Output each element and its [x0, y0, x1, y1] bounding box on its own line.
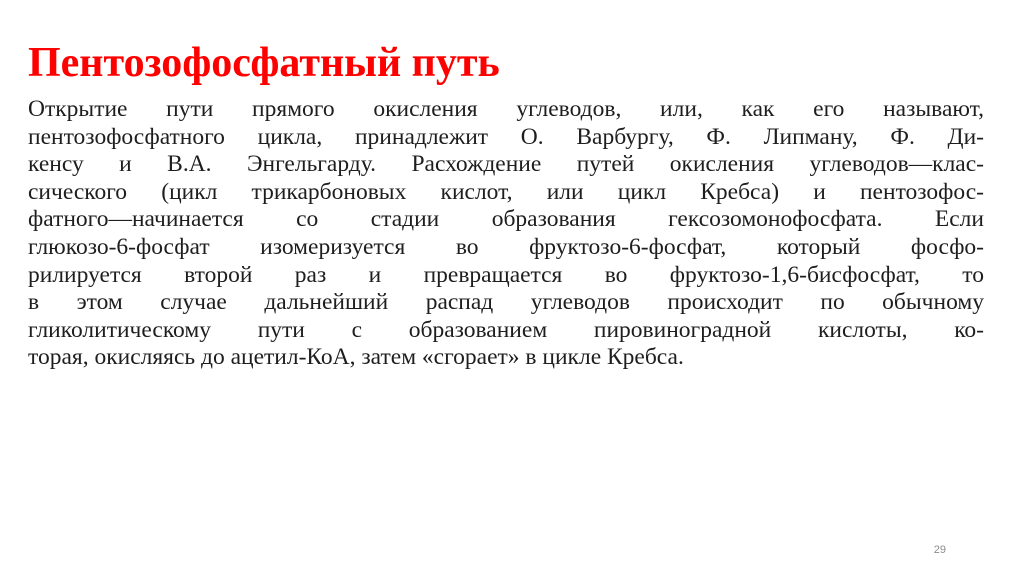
page-number: 29	[933, 544, 946, 556]
paragraph-line: рилируется второй раз и превращается во фруктозо-1,6-бисфосфат, то	[28, 261, 984, 288]
paragraph-line: кенсу и В.А. Энгельгарду. Расхождение путей окисления углеводов—клас-	[28, 151, 984, 178]
paragraph-line: торая, окисляясь до ацетил-КоА, затем «сгорает» в цикле Кребса.	[28, 344, 684, 371]
paragraph-line: в этом случае дальнейший распад углеводов происходит по обычному	[28, 289, 984, 316]
paragraph-line: гликолитическому пути с образованием пировиноградной кислоты, ко-	[28, 316, 984, 343]
paragraph-line: глюкозо-6-фосфат изомеризуется во фруктозо-6-фосфат, который фосфо-	[28, 233, 984, 260]
paragraph-line: фатного—начинается со стадии образования гексозомонофосфата. Если	[28, 206, 984, 233]
paragraph-line: сического (цикл трикарбоновых кислот, или цикл Кребса) и пентозофос-	[28, 178, 984, 205]
paragraph-line: Открытие пути прямого окисления углеводов, или, как его называют,	[28, 96, 984, 122]
body-paragraph	[28, 96, 984, 372]
slide-title: Пентозофосфатный путь	[28, 40, 500, 86]
paragraph-line: пентозофосфатного цикла, принадлежит О. Варбургу, Ф. Липману, Ф. Ди-	[28, 123, 984, 150]
